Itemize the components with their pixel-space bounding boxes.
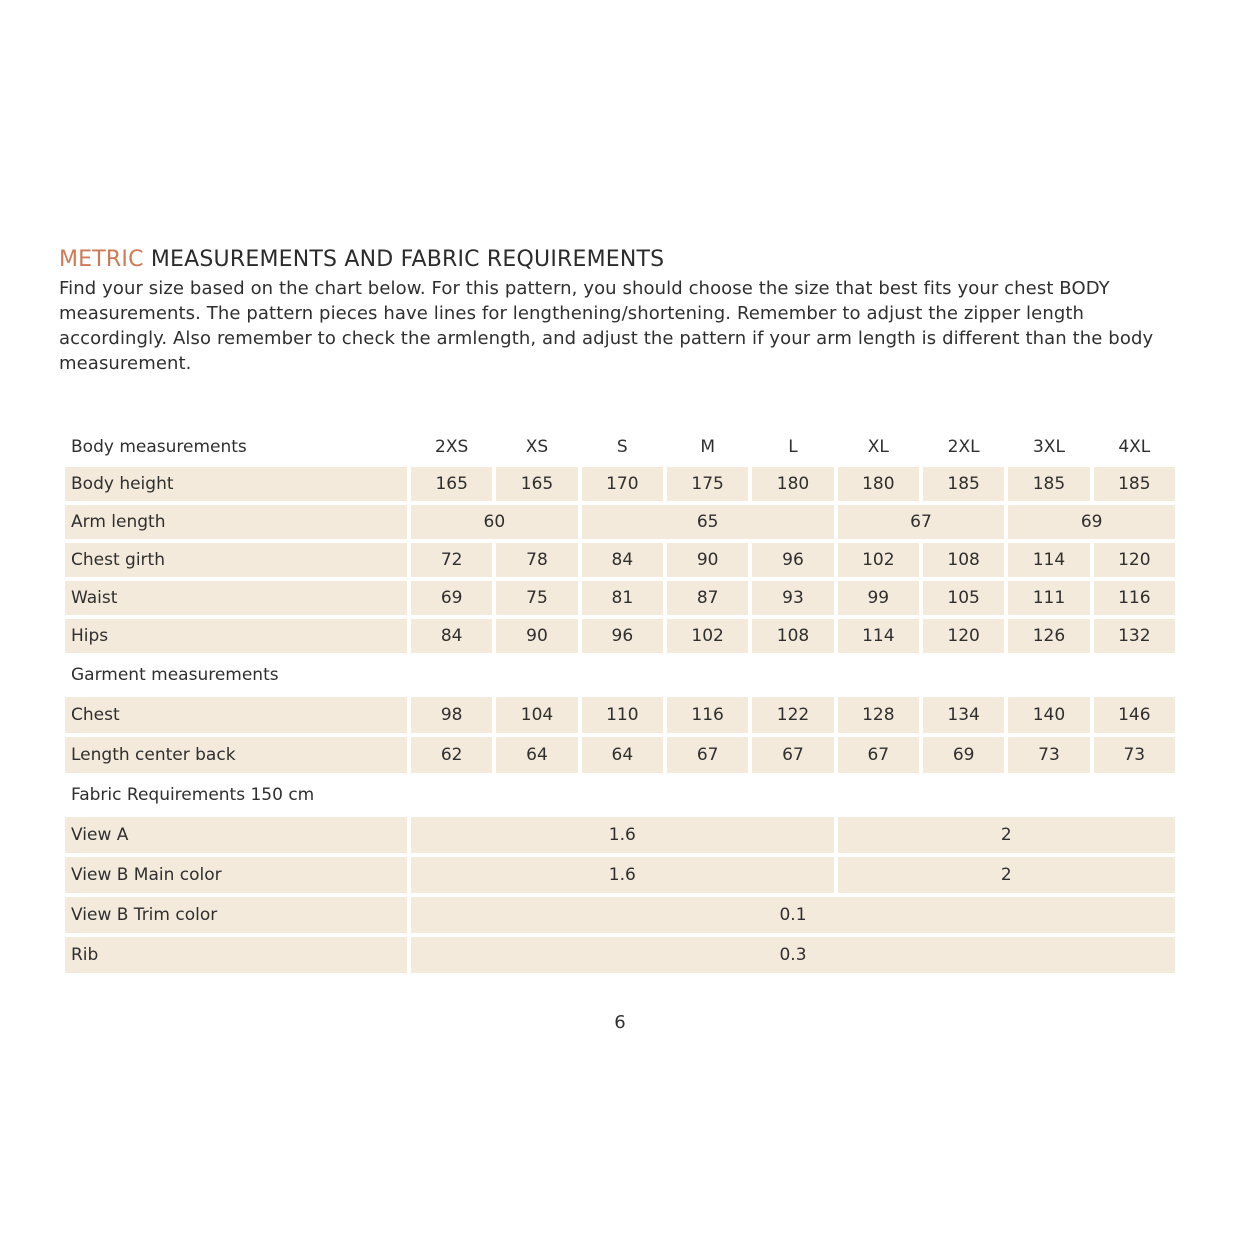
cell: 108 xyxy=(752,619,833,653)
cell: 132 xyxy=(1094,619,1175,653)
table-row-hips xyxy=(65,619,1175,653)
cell: 146 xyxy=(1094,697,1175,733)
cell: 122 xyxy=(752,697,833,733)
cell: 104 xyxy=(496,697,577,733)
cell: 93 xyxy=(752,581,833,615)
merged-cell: 69 xyxy=(1008,505,1175,539)
body-measurements-header: Body measurements xyxy=(71,437,247,457)
row-label: Rib xyxy=(65,937,407,973)
size-header: 3XL xyxy=(1032,437,1065,457)
table-row-waist xyxy=(65,581,1175,615)
cell: 73 xyxy=(1008,737,1089,773)
garment-measurements-header: Garment measurements xyxy=(71,665,279,685)
merged-cell: 67 xyxy=(838,505,1005,539)
cell: 84 xyxy=(411,619,492,653)
cell: 87 xyxy=(667,581,748,615)
size-header: 2XS xyxy=(435,437,469,457)
merged-cell: 2 xyxy=(838,817,1175,853)
intro-paragraph: Find your size based on the chart below. For this pattern, you should choose the size that best fits your chest BODY measurements. The pattern pieces have lines for lengthening/shortening. Remember to adjust the zipper length accordingly. Also remember to check the armlength, and adjust the pattern if your arm length is different than the body measurement. xyxy=(59,278,1154,374)
cell: 120 xyxy=(1094,543,1175,577)
cell: 98 xyxy=(411,697,492,733)
cell: 111 xyxy=(1008,581,1089,615)
cell: 78 xyxy=(496,543,577,577)
cell: 69 xyxy=(923,737,1004,773)
table-row-arm-length xyxy=(65,505,1175,539)
cell: 175 xyxy=(667,467,748,501)
cell: 126 xyxy=(1008,619,1089,653)
section-row-garment xyxy=(65,657,1175,693)
table-row-length-center-back xyxy=(65,737,1175,773)
size-header: 4XL xyxy=(1118,437,1151,457)
size-header-row xyxy=(65,431,1175,463)
section-row-fabric xyxy=(65,777,1175,813)
cell: 140 xyxy=(1008,697,1089,733)
size-header: S xyxy=(616,437,628,457)
row-label: Chest xyxy=(65,697,407,733)
merged-cell: 60 xyxy=(411,505,578,539)
cell: 64 xyxy=(496,737,577,773)
row-label: Hips xyxy=(65,619,407,653)
merged-cell: 0.3 xyxy=(411,937,1175,973)
page-number: 6 xyxy=(614,1012,626,1033)
cell: 116 xyxy=(667,697,748,733)
cell: 185 xyxy=(1008,467,1089,501)
size-header: 2XL xyxy=(947,437,980,457)
row-label: View B Main color xyxy=(65,857,407,893)
table-row-view-a xyxy=(65,817,1175,853)
cell: 105 xyxy=(923,581,1004,615)
title-rest: MEASUREMENTS AND FABRIC REQUIREMENTS xyxy=(150,247,665,272)
cell: 108 xyxy=(923,543,1004,577)
cell: 96 xyxy=(582,619,663,653)
cell: 102 xyxy=(667,619,748,653)
row-label: Chest girth xyxy=(65,543,407,577)
cell: 170 xyxy=(582,467,663,501)
table-row-rib xyxy=(65,937,1175,973)
row-label: Arm length xyxy=(65,505,407,539)
cell: 128 xyxy=(838,697,919,733)
cell: 165 xyxy=(411,467,492,501)
cell: 120 xyxy=(923,619,1004,653)
cell: 165 xyxy=(496,467,577,501)
table-row-body-height xyxy=(65,467,1175,501)
cell: 185 xyxy=(1094,467,1175,501)
table-row-chest-girth xyxy=(65,543,1175,577)
row-label: View B Trim color xyxy=(65,897,407,933)
cell: 90 xyxy=(667,543,748,577)
cell: 81 xyxy=(582,581,663,615)
cell: 67 xyxy=(667,737,748,773)
cell: 62 xyxy=(411,737,492,773)
cell: 114 xyxy=(1008,543,1089,577)
merged-cell: 1.6 xyxy=(411,817,834,853)
cell: 67 xyxy=(752,737,833,773)
table-row-view-b-trim xyxy=(65,897,1175,933)
cell: 69 xyxy=(411,581,492,615)
cell: 73 xyxy=(1094,737,1175,773)
cell: 75 xyxy=(496,581,577,615)
row-label: Length center back xyxy=(65,737,407,773)
merged-cell: 1.6 xyxy=(411,857,834,893)
cell: 116 xyxy=(1094,581,1175,615)
cell: 84 xyxy=(582,543,663,577)
cell: 102 xyxy=(838,543,919,577)
cell: 134 xyxy=(923,697,1004,733)
cell: 114 xyxy=(838,619,919,653)
merged-cell: 2 xyxy=(838,857,1175,893)
cell: 185 xyxy=(923,467,1004,501)
cell: 96 xyxy=(752,543,833,577)
cell: 180 xyxy=(838,467,919,501)
size-header: M xyxy=(700,437,715,457)
cell: 99 xyxy=(838,581,919,615)
size-header: L xyxy=(788,437,798,457)
cell: 72 xyxy=(411,543,492,577)
merged-cell: 0.1 xyxy=(411,897,1175,933)
size-chart-table xyxy=(61,427,1179,977)
row-label: Body height xyxy=(65,467,407,501)
table-row-view-b-main xyxy=(65,857,1175,893)
title-accent: METRIC xyxy=(59,247,144,272)
fabric-requirements-header: Fabric Requirements 150 cm xyxy=(71,785,315,805)
cell: 180 xyxy=(752,467,833,501)
page-title xyxy=(59,247,664,272)
cell: 67 xyxy=(838,737,919,773)
size-header: XS xyxy=(525,437,549,457)
row-label: View A xyxy=(65,817,407,853)
row-label: Waist xyxy=(65,581,407,615)
cell: 64 xyxy=(582,737,663,773)
merged-cell: 65 xyxy=(582,505,834,539)
cell: 90 xyxy=(496,619,577,653)
cell: 110 xyxy=(582,697,663,733)
table-row-chest xyxy=(65,697,1175,733)
size-header: XL xyxy=(867,437,889,457)
